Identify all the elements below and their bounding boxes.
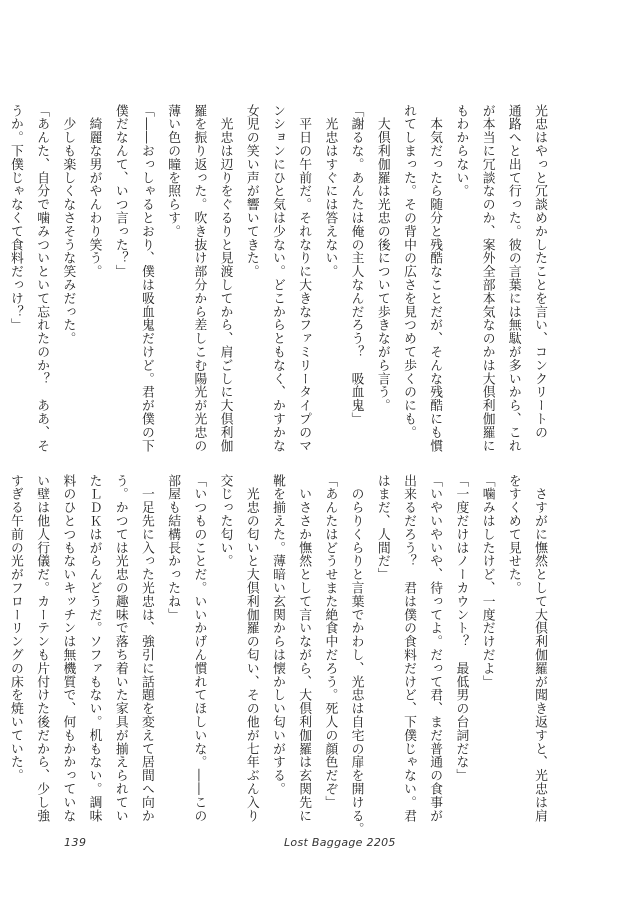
text-line: 光忠は辺りをぐるりと見渡してから、肩ごしに大倶利伽 [217, 104, 233, 453]
text-line: いささか憮然として言いながら、大倶利伽羅は玄関先に [296, 474, 312, 823]
text-line: 「噛みはしたけど、一度だけだよ」 [479, 474, 495, 689]
text-line: 光忠はすぐには答えない。 [322, 104, 338, 279]
text-line: 「あんたはどうせまた絶食中だろう。死人の顔色だぞ」 [322, 474, 338, 809]
bottom-text-block [7, 474, 552, 836]
text-line: い壁は他人行儀だ。カーテンも片付けた後だから、少し強 [34, 474, 50, 823]
text-line: ンションにひと気は少ない。どこからともなく、かすかな [269, 104, 285, 453]
text-line: さすがに憮然として大倶利伽羅が聞き返すと、光忠は肩 [532, 474, 547, 823]
text-line: はまだ、人間だ」 [374, 474, 390, 582]
text-line: 少しも楽しくなさそうな笑みだった。 [60, 104, 76, 346]
text-line: 薄い色の瞳を照らす。 [165, 104, 181, 238]
text-line: 一足先に入った光忠は、強引に話題を変えて居間へ向か [138, 474, 154, 823]
top-text-block [7, 104, 552, 453]
text-line: 大倶利伽羅は光忠の後について歩きながら言う。 [374, 104, 390, 413]
text-line: 「あんた、自分で噛みついといて忘れたのか？ ああ、そ [34, 104, 50, 453]
text-line: すぎる午前の光がフローリングの床を焼いていた。 [7, 474, 23, 783]
text-line: たＬＤＫはがらんどうだ。ソファもない。机もない。調味 [86, 474, 102, 823]
text-line: 「一度だけはノーカウント？ 最低男の台詞だな」 [453, 474, 469, 783]
text-line: 「――おっしゃるとおり、僕は吸血鬼だけど。君が僕の下 [138, 104, 154, 453]
text-line: 羅を振り返った。吹き抜け部分から差しこむ陽光が光忠の [191, 104, 207, 453]
text-line: をすくめて見せた。 [505, 474, 521, 595]
text-line: 「いやいやいや、待ってよ。だって君、まだ普通の食事が [427, 474, 443, 823]
text-line: 綺麗な男がやんわり笑う。 [86, 104, 102, 279]
text-line: 料のひとつもないキッチンは無機質で、何もかかっていな [60, 474, 76, 823]
text-line: 交じった匂い。 [217, 474, 233, 568]
running-title: Lost Baggage 2205 [284, 836, 396, 849]
page-number: 139 [64, 836, 87, 849]
text-line: 光忠の匂いと大倶利伽羅の匂い、その他が七年ぶん入り [243, 474, 259, 823]
text-line: 光忠はやっと冗談めかしたことを言い、コンクリートの [532, 104, 547, 439]
text-line: もわからない。 [453, 104, 469, 198]
text-line: 「謝るな。あんたは俺の主人なんだろう？ 吸血鬼」 [348, 104, 364, 426]
text-line: のらりくらりと言葉でかわし、光忠は自宅の扉を開ける。 [348, 474, 364, 836]
text-line: 平日の午前だ。それなりに大きなファミリータイプのマ [296, 104, 312, 453]
text-line: が本当に冗談なのか、案外全部本気なのかは大倶利伽羅に [479, 104, 495, 453]
text-line: 女児の笑い声が響いてきた。 [243, 104, 259, 279]
text-line: れてしまった。その背中の広さを見つめて歩くのにも。 [400, 104, 416, 439]
text-line: 僕だなんて、いつ言った？」 [112, 104, 128, 279]
text-line: うか。下僕じゃなくて食料だっけ？」 [7, 104, 23, 332]
text-line: 靴を揃えた。薄暗い玄関からは懐かしい匂いがする。 [269, 474, 285, 796]
text-line: 「いつものことだ。いいかげん慣れてほしいな。――この [191, 474, 207, 823]
text-line: 本気だったら随分と残酷なことだが、そんな残酷にも慣 [427, 104, 443, 453]
text-line: 部屋も結構長かったね」 [165, 474, 181, 622]
text-line: 通路へと出て行った。彼の言葉には無駄が多いから、これ [505, 104, 521, 453]
text-line: 出来るだろう？ 君は僕の食料だけど、下僕じゃない。君 [400, 474, 416, 823]
text-line: う。かつては光忠の趣味で落ち着いた家具が揃えられてい [112, 474, 128, 823]
